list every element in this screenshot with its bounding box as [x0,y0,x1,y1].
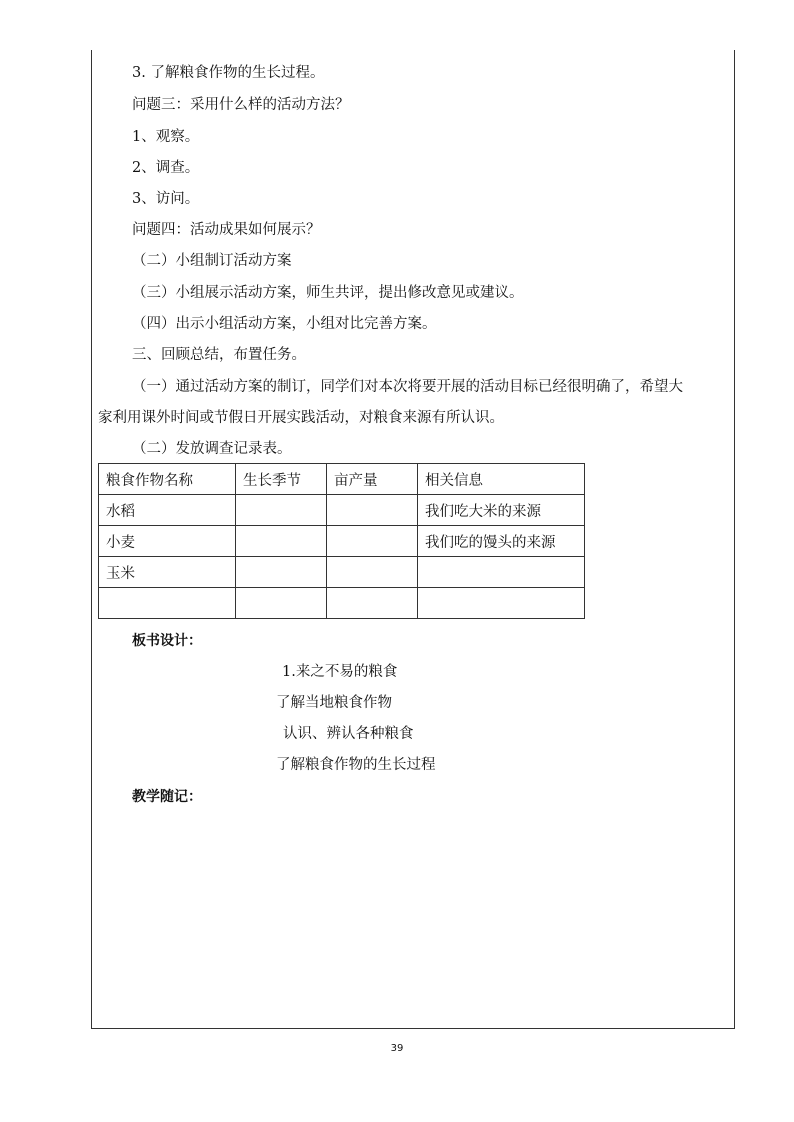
table-cell [418,588,585,619]
text-line: （二）小组制订活动方案 [132,253,292,269]
table-header-cell: 相关信息 [418,464,585,495]
teaching-notes-heading: 教学随记： [132,789,202,805]
table-header-cell: 亩产量 [327,464,418,495]
text-line: （一）通过活动方案的制订，同学们对本次将要开展的活动目标已经很明确了，希望大 [132,379,683,395]
table-cell: 玉米 [99,557,236,588]
table-header-cell: 粮食作物名称 [99,464,236,495]
text-line: 3. 了解粮食作物的生长过程。 [132,65,325,81]
text-line: 问题三：采用什么样的活动方法？ [132,97,350,113]
table-cell [236,526,327,557]
table-row [99,495,585,526]
table-header-cell: 生长季节 [236,464,327,495]
table-cell [327,557,418,588]
table-cell: 小麦 [99,526,236,557]
table-cell [236,588,327,619]
text-line: （四）出示小组活动方案，小组对比完善方案。 [132,316,437,332]
text-line: 家利用课外时间或节假日开展实践活动，对粮食来源有所认识。 [98,410,504,426]
page-number: 39 [390,1043,404,1054]
table-cell [327,526,418,557]
table-cell: 我们吃大米的来源 [418,495,585,526]
board-line: 了解当地粮食作物 [276,695,392,711]
table-cell [327,495,418,526]
text-line: （三）小组展示活动方案，师生共评，提出修改意见或建议。 [132,285,524,301]
board-design-heading: 板书设计： [132,633,202,649]
board-line: 了解粮食作物的生长过程 [276,757,436,773]
text-line: （二）发放调查记录表。 [132,441,292,457]
table-cell [236,495,327,526]
table-cell: 我们吃的馒头的来源 [418,526,585,557]
board-line: 认识、辨认各种粮食 [283,726,414,742]
text-line: 问题四：活动成果如何展示？ [132,222,321,238]
table-header-row [99,464,585,495]
table-cell [99,588,236,619]
table-row [99,526,585,557]
table-cell [418,557,585,588]
table-row [99,557,585,588]
table-cell [236,557,327,588]
text-line: 2、调查。 [132,160,200,176]
table-cell: 水稻 [99,495,236,526]
table-cell [327,588,418,619]
table-row [99,588,585,619]
board-line: 1.来之不易的粮食 [282,664,398,680]
text-line: 1、观察。 [132,129,200,145]
survey-record-table [98,463,585,619]
text-line: 3、访问。 [132,191,200,207]
text-line: 三、回顾总结，布置任务。 [132,347,306,363]
